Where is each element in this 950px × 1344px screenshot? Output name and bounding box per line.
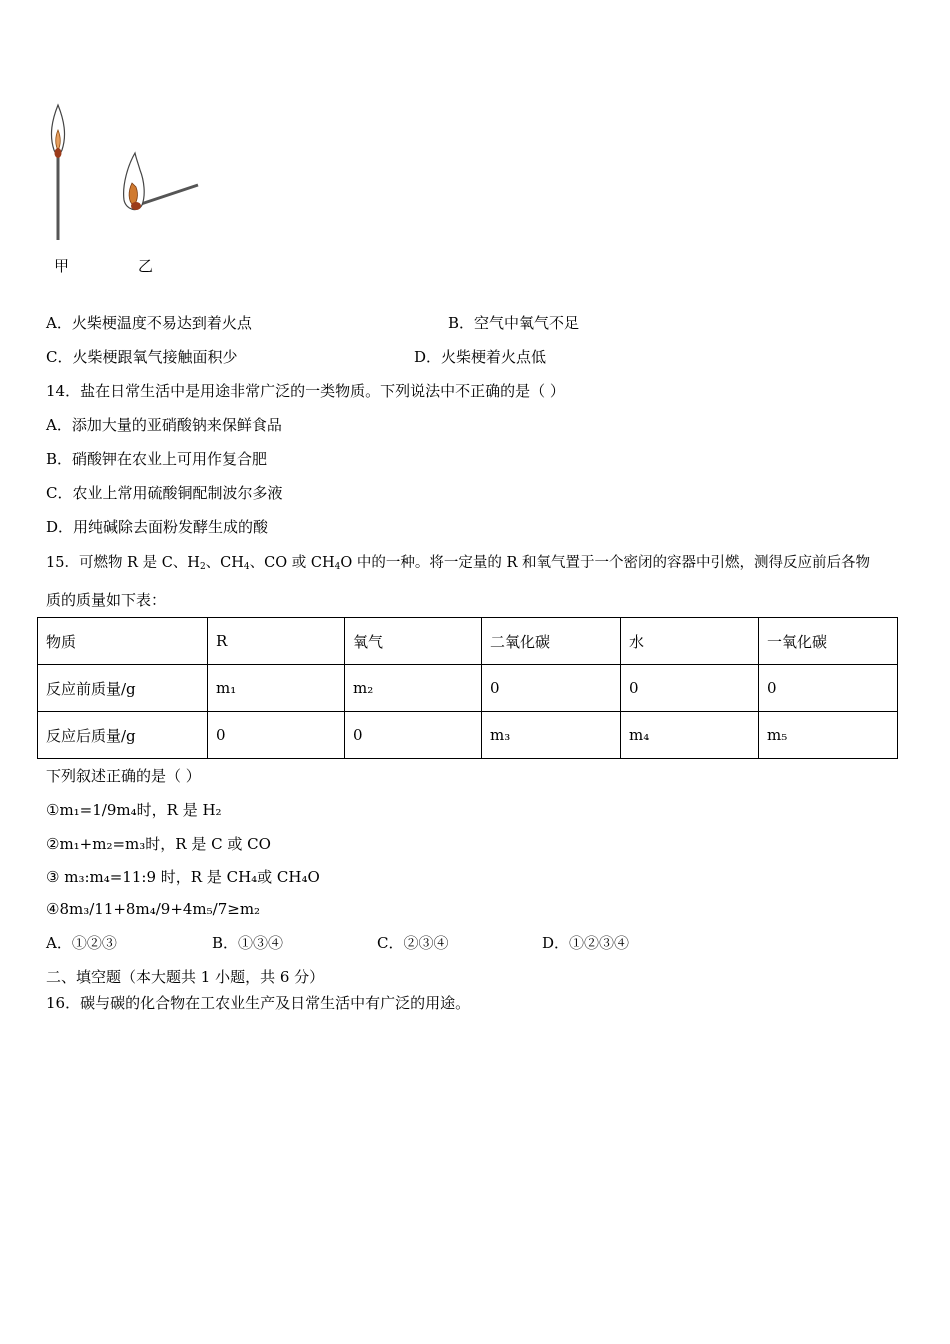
table-cell: 0 bbox=[621, 665, 759, 712]
table-row-after bbox=[38, 712, 898, 759]
q16-stem: 16．碳与碳的化合物在工农业生产及日常生活中有广泛的用途。 bbox=[46, 994, 471, 1012]
q15-stem-mid2: 、CO 或 CH bbox=[249, 555, 335, 571]
q14-option-a: A．添加大量的亚硝酸钠来保鲜食品 bbox=[46, 416, 282, 434]
q15-stem-pre: 15．可燃物 R 是 C、H bbox=[46, 555, 200, 571]
q15-statement-4: ④8m₃/11+8m₄/9+4m₅/7≥m₂ bbox=[46, 900, 261, 918]
table-header-cell: 二氧化碳 bbox=[482, 618, 621, 665]
table-cell: 0 bbox=[759, 665, 898, 712]
q15-statement-1: ①m₁=1/9m₄时，R 是 H₂ bbox=[46, 801, 222, 819]
q13-option-b: B．空气中氧气不足 bbox=[448, 314, 580, 332]
q15-sub-2: 2 bbox=[199, 562, 206, 572]
table-cell: m₂ bbox=[345, 665, 482, 712]
mass-table bbox=[37, 617, 898, 759]
table-cell: 0 bbox=[345, 712, 482, 759]
q14-option-c: C．农业上常用硫酸铜配制波尔多液 bbox=[46, 484, 283, 502]
table-row-label: 反应后质量/g bbox=[38, 712, 208, 759]
table-cell: m₅ bbox=[759, 712, 898, 759]
match-yi-head bbox=[131, 202, 141, 210]
q15-stem-post: O 中的一种。将一定量的 R 和氧气置于一个密闭的容器中引燃，测得反应前后各物 bbox=[340, 555, 870, 571]
matches-figure bbox=[40, 95, 220, 285]
table-header-row bbox=[38, 618, 898, 665]
table-header-cell: 一氧化碳 bbox=[759, 618, 898, 665]
table-header-cell: 氧气 bbox=[345, 618, 482, 665]
table-cell: 0 bbox=[208, 712, 345, 759]
table-header-cell: 物质 bbox=[38, 618, 208, 665]
q13-option-c: C．火柴梗跟氧气接触面积少 bbox=[46, 348, 238, 366]
match-jia-head bbox=[55, 148, 62, 158]
q14-option-d: D．用纯碱除去面粉发酵生成的酸 bbox=[46, 518, 269, 536]
q15-option-d: D．①②③④ bbox=[542, 934, 630, 952]
q15-option-c: C．②③④ bbox=[377, 934, 449, 952]
q14-option-b: B．硝酸钾在农业上可用作复合肥 bbox=[46, 450, 268, 468]
q15-statement-2: ②m₁+m₂=m₃时，R 是 C 或 CO bbox=[46, 835, 271, 853]
table-cell: 0 bbox=[482, 665, 621, 712]
q15-question: 下列叙述正确的是（ ） bbox=[46, 767, 201, 785]
q13-option-d: D．火柴梗着火点低 bbox=[414, 348, 547, 366]
table-cell: m₁ bbox=[208, 665, 345, 712]
table-cell: m₃ bbox=[482, 712, 621, 759]
table-header-cell: R bbox=[208, 618, 345, 665]
figure-label-yi: 乙 bbox=[138, 257, 154, 275]
table-row-label: 反应前质量/g bbox=[38, 665, 208, 712]
q15-sub-4b: 4 bbox=[334, 562, 341, 572]
table-cell: m₄ bbox=[621, 712, 759, 759]
section2-title: 二、填空题（本大题共 1 小题，共 6 分） bbox=[46, 968, 325, 986]
figure-label-jia: 甲 bbox=[54, 257, 70, 275]
q15-stem-line2: 质的质量如下表： bbox=[46, 591, 167, 609]
q13-option-a: A．火柴梗温度不易达到着火点 bbox=[46, 314, 252, 332]
q15-sub-4: 4 bbox=[243, 562, 250, 572]
q15-option-b: B．①③④ bbox=[212, 934, 284, 952]
match-yi-stick bbox=[138, 185, 198, 205]
matches-illustration bbox=[40, 95, 220, 255]
q15-option-a: A．①②③ bbox=[46, 934, 117, 952]
table-header-cell: 水 bbox=[621, 618, 759, 665]
table-row-before bbox=[38, 665, 898, 712]
q15-stem-mid1: 、CH bbox=[205, 555, 244, 571]
q14-stem: 14．盐在日常生活中是用途非常广泛的一类物质。下列说法中不正确的是（ ） bbox=[46, 382, 565, 400]
q15-stem bbox=[46, 551, 870, 572]
q15-statement-3: ③ m₃:m₄=11:9 时，R 是 CH₄或 CH₄O bbox=[46, 868, 320, 886]
